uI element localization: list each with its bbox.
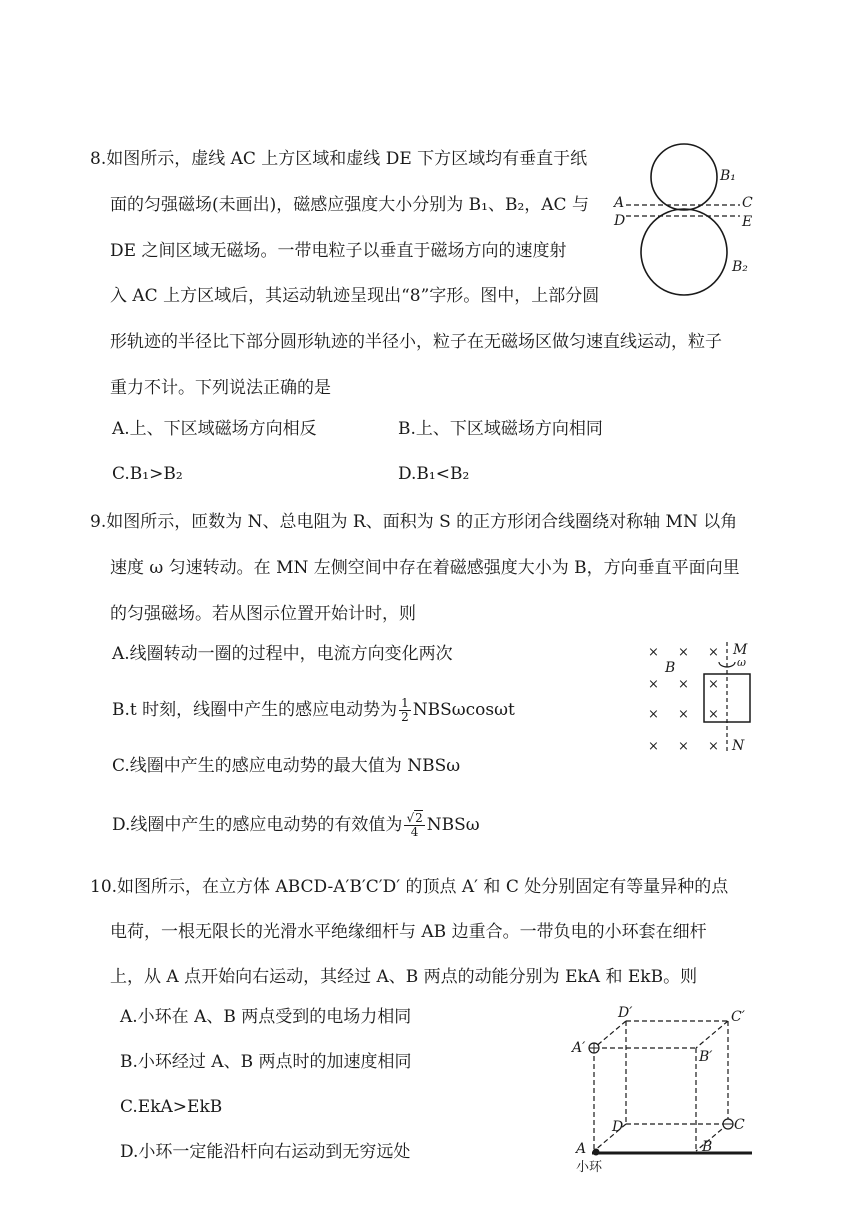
cross-mark: × [708,707,719,722]
label-b: B [665,660,676,676]
label-n: N [732,738,745,754]
q8-option-c: C.B₁>B₂ [112,464,183,484]
cross-mark: × [678,739,689,754]
q8-line-4: 入 AC 上方区域后，其运动轨迹呈现出“8”字形。图中，上部分圆 [110,286,600,306]
label-omega: ω [737,656,746,669]
cross-mark: × [678,645,689,660]
q9-option-b-text: B.t 时刻，线圈中产生的感应电动势为 [112,700,398,720]
cross-mark: × [648,707,659,722]
q8-line-1: 8.如图所示，虚线 AC 上方区域和虚线 DE 下方区域均有垂直于纸 [90,149,588,169]
cross-mark: × [708,645,719,660]
label-d: D [612,1119,624,1135]
q8-line-6: 重力不计。下列说法正确的是 [110,378,331,398]
q9-option-b [112,697,515,724]
edge-d1-a1 [594,1021,626,1048]
fraction-sqrt2-over-4: $\frac{√2}{4}$ [406,811,423,839]
q10-option-c: C.EkA>EkB [120,1097,223,1117]
q8-option-a: A.上、下区域磁场方向相反 [112,419,317,439]
cross-mark: × [648,677,659,692]
q9-option-d-text: D.线圈中产生的感应电动势的有效值为 [112,815,403,835]
q10-line-1: 10.如图所示，在立方体 ABCD-A′B′C′D′ 的顶点 A′ 和 C 处分别固定有等量异种的点 [90,877,729,897]
q9-option-d [112,812,480,839]
q9-line-1: 9.如图所示，匝数为 N、总电阻为 R、面积为 S 的正方形闭合线圈绕对称轴 MN 以角 [90,512,738,532]
q10-option-a: A.小环在 A、B 两点受到的电场力相同 [120,1007,412,1027]
lower-circle [641,209,727,295]
label-m: M [733,642,748,658]
edge-c1-b1 [696,1021,728,1048]
label-c: C [734,1117,745,1133]
label-a: A [576,1141,587,1157]
label-a: A [614,195,625,211]
cross-mark: × [678,677,689,692]
label-b1: B₁ [720,168,736,184]
cross-mark: × [648,645,659,660]
label-d1: D′ [618,1005,633,1021]
label-b1: B′ [699,1049,713,1065]
label-c1: C′ [731,1009,745,1025]
cross-mark: × [708,739,719,754]
label-ring: 小环 [576,1160,603,1175]
label-d: D [614,213,626,229]
label-a1: A′ [572,1040,586,1056]
fraction-one-half: $\frac{1}{2}$ [401,696,409,724]
label-b2: B₂ [732,259,748,275]
cross-mark: × [648,739,659,754]
label-b: B [702,1139,713,1155]
q8-option-d: D.B₁<B₂ [398,464,470,484]
cross-mark: × [678,707,689,722]
figure-8-trajectory [612,140,762,310]
label-e: E [742,214,753,230]
q8-line-2: 面的匀强磁场(未画出)，磁感应强度大小分别为 B₁、B₂，AC 与 [110,195,589,215]
upper-circle [651,144,717,210]
q10-line-3: 上，从 A 点开始向右运动，其经过 A、B 两点的动能分别为 EkA 和 EkB。则 [110,967,698,987]
q8-option-b: B.上、下区域磁场方向相同 [398,419,603,439]
q8-line-3: DE 之间区域无磁场。一带电粒子以垂直于磁场方向的速度射 [110,241,567,261]
q8-line-5: 形轨迹的半径比下部分圆形轨迹的半径小，粒子在无磁场区做匀速直线运动，粒子 [110,332,722,352]
q10-option-d: D.小环一定能沿杆向右运动到无穷远处 [120,1142,411,1162]
small-ring [593,1149,600,1156]
label-c: C [742,195,753,211]
q9-option-d-expr: NBSω [426,815,480,835]
q10-line-2: 电荷，一根无限长的光滑水平绝缘细杆与 AB 边重合。一带负电的小环套在细杆 [110,922,707,942]
q9-option-b-expr: NBSωcosωt [412,700,515,720]
q9-line-2: 速度 ω 匀速转动。在 MN 左侧空间中存在着磁感强度大小为 B，方向垂直平面向里 [110,558,740,578]
coil-magnetic-field-figure [640,636,770,760]
q10-option-b: B.小环经过 A、B 两点时的加速度相同 [120,1052,412,1072]
q9-option-c: C.线圈中产生的感应电动势的最大值为 NBSω [112,756,461,776]
q9-line-3: 的匀强磁场。若从图示位置开始计时，则 [110,604,416,624]
cross-mark: × [708,677,719,692]
cube-figure [568,1005,758,1175]
q9-option-a: A.线圈转动一圈的过程中，电流方向变化两次 [112,644,453,664]
